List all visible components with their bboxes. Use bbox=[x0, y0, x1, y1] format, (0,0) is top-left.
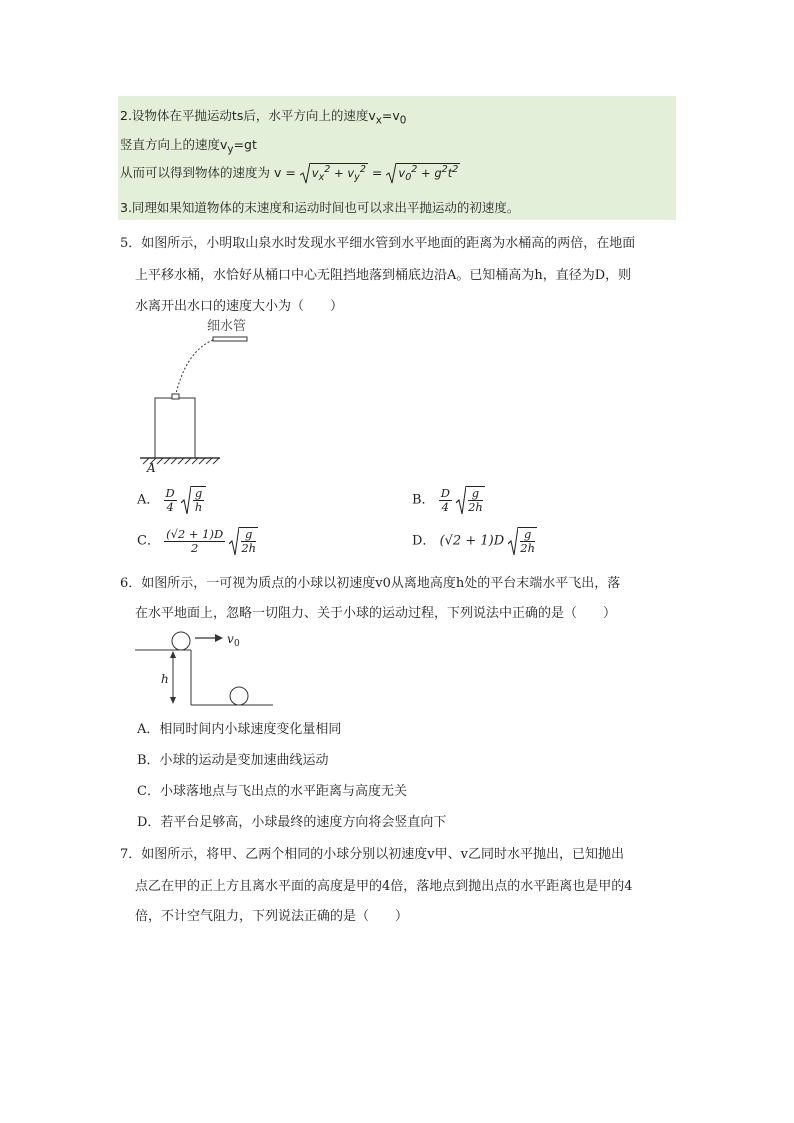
sqrt: $\frac{g}{2h}$ bbox=[508, 527, 537, 555]
note-line-4: 3.同理如果知道物体的末速度和运动时间也可以求出平抛运动的初速度。 bbox=[120, 200, 520, 215]
v0-subscript: 0 bbox=[234, 639, 240, 649]
pipe-label: 细水管 bbox=[207, 319, 247, 334]
ball-start bbox=[172, 632, 190, 650]
sqrt-expression-2: $v_0^2 + g^2t^2$ bbox=[386, 163, 460, 183]
velocity-arrowhead bbox=[215, 634, 223, 642]
option-b-label: B． bbox=[412, 492, 435, 508]
q7-line-3: 倍，不计空气阻力，下列说法正确的是（ ） bbox=[135, 909, 409, 924]
point-a-label: A bbox=[147, 461, 156, 472]
q5-option-d[interactable] bbox=[412, 527, 537, 555]
q6-option-b[interactable]: B．小球的运动是变加速曲线运动 bbox=[137, 753, 329, 768]
q7-line-2: 点乙在甲的正上方且离水平面的高度是甲的4倍，落地点到抛出点的水平距离也是甲的4 bbox=[135, 879, 633, 894]
sqrt: $\frac{g}{2h}$ bbox=[229, 527, 258, 555]
note-line-3: 从而可以得到物体的速度为 v = $v_x^2 + v_y^2$ = $v_0^2 + g^2t^2$ bbox=[120, 164, 459, 184]
fraction: $\frac{D}{4}$ bbox=[440, 485, 450, 514]
option-c-label: C． bbox=[137, 533, 160, 549]
q6-line-2: 在水平地面上，忽略一切阻力、关于小球的运动过程，下列说法中正确的是（ ） bbox=[135, 606, 617, 621]
q5-line-3: 水离开出水口的速度大小为（ ） bbox=[135, 299, 344, 314]
v0-label: v bbox=[227, 632, 234, 646]
bucket-figure bbox=[135, 312, 275, 472]
water-pipe bbox=[213, 337, 247, 341]
height-arrow-top bbox=[170, 651, 176, 658]
q7-line-1: 7．如图所示，将甲、乙两个相同的小球分别以初速度v甲、v乙同时水平抛出，已知抛出 bbox=[120, 847, 624, 862]
q6-line-1: 6．如图所示，一可视为质点的小球以初速度v0从离地高度h处的平台末端水平飞出，落 bbox=[120, 576, 621, 591]
q6-option-a[interactable]: A．相同时间内小球速度变化量相同 bbox=[137, 722, 342, 737]
platform-figure bbox=[135, 625, 285, 710]
fraction: $\frac{D}{4}$ bbox=[165, 485, 175, 514]
bucket bbox=[155, 398, 195, 458]
q5-line-1: 5．如图所示，小明取山泉水时发现水平细水管到水平地面的距离为水桶高的两倍，在地面 bbox=[120, 236, 636, 251]
q5-line-2: 上平移水桶，水恰好从桶口中心无阻挡地落到桶底边沿A。已知桶高为h，直径为D，则 bbox=[135, 268, 632, 283]
ball-landed bbox=[230, 687, 248, 705]
q5-option-a[interactable] bbox=[137, 486, 206, 514]
sqrt: $\frac{g}{h}$ bbox=[181, 486, 206, 514]
sqrt-expression-1: $v_x^2 + v_y^2$ bbox=[300, 163, 368, 183]
q5-option-b[interactable] bbox=[412, 486, 485, 514]
fraction: $\frac{(√2 + 1)D}{2}$ bbox=[166, 526, 224, 555]
q5-option-c[interactable] bbox=[137, 527, 258, 555]
bucket-mouth bbox=[172, 394, 179, 399]
option-d-label: D． bbox=[412, 533, 436, 549]
option-a-label: A． bbox=[137, 492, 160, 508]
option-d-expression: (√2 + 1)D bbox=[439, 533, 505, 549]
sqrt: $\frac{g}{2h}$ bbox=[456, 486, 485, 514]
q6-option-c[interactable]: C．小球落地点与飞出点的水平距离与高度无关 bbox=[137, 784, 407, 799]
h-label: h bbox=[161, 672, 169, 686]
note-line-1: 2.设物体在平抛运动ts后，水平方向上的速度$v_x=v_0$ bbox=[120, 108, 407, 127]
note-line-2: 竖直方向上的速度$v_y=gt$ bbox=[120, 137, 257, 156]
height-arrow-bottom bbox=[170, 697, 176, 704]
q6-option-d[interactable]: D．若平台足够高，小球最终的速度方向将会竖直向下 bbox=[137, 815, 447, 830]
